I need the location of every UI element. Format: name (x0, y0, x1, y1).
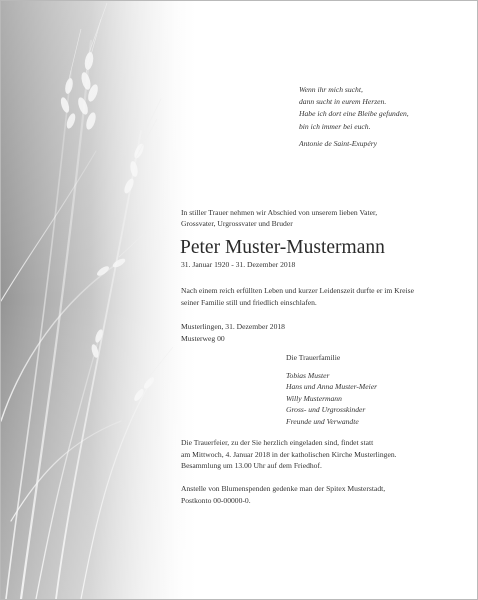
quote-author: Antonie de Saint-Exupéry (299, 138, 378, 148)
family-member: Gross- und Urgrosskinder (286, 405, 366, 415)
quote-line: Wenn ihr mich sucht, (299, 85, 363, 94)
quote-block (299, 84, 409, 150)
quote-line: Habe ich dort eine Bleibe gefunden, (299, 109, 409, 119)
place-and-address (181, 321, 285, 344)
wheat-background-image (1, 1, 201, 599)
family-member: Willy Mustermann (286, 393, 342, 403)
intro-text (181, 207, 377, 229)
ceremony-line: am Mittwoch, 4. Januar 2018 in der katholischen Kirche Musterlingen. (181, 449, 397, 459)
quote-line: bin ich immer bei euch. (299, 121, 371, 131)
donation-info (181, 483, 385, 506)
mourning-family (286, 352, 377, 428)
family-member: Hans und Anna Muster-Meier (286, 382, 378, 392)
ceremony-line: Die Trauerfeier, zu der Sie herzlich eingeladen sind, findet statt (181, 438, 374, 447)
statement-line: Nach einem reich erfüllten Leben und kurzer Leidenszeit durfte er im Kreise (181, 286, 414, 295)
donation-line: Anstelle von Blumenspenden gedenke man der Spitex Musterstadt, (181, 484, 386, 493)
intro-line: Grossvater, Urgrossvater und Bruder (181, 219, 293, 229)
quote-line: dann sucht in eurem Herzen. (299, 97, 387, 107)
family-member: Tobias Muster (286, 370, 330, 380)
family-heading: Die Trauerfamilie (286, 353, 341, 362)
address: Musterweg 00 (181, 333, 225, 343)
ceremony-info (181, 437, 397, 472)
intro-line: In stiller Trauer nehmen wir Abschied von unserem lieben Vater, (181, 208, 378, 217)
donation-line: Postkonto 00-00000-0. (181, 495, 251, 505)
family-member: Freunde und Verwandte (286, 416, 359, 426)
ceremony-line: Besammlung um 13.00 Uhr auf dem Friedhof. (181, 461, 322, 471)
life-dates: 31. Januar 1920 - 31. Dezember 2018 (181, 260, 296, 269)
deceased-name: Peter Muster-Mustermann (180, 237, 385, 258)
place-date: Musterlingen, 31. Dezember 2018 (181, 322, 285, 331)
statement-line: seiner Familie still und friedlich einschlafen. (181, 297, 317, 307)
passing-statement (181, 285, 414, 308)
